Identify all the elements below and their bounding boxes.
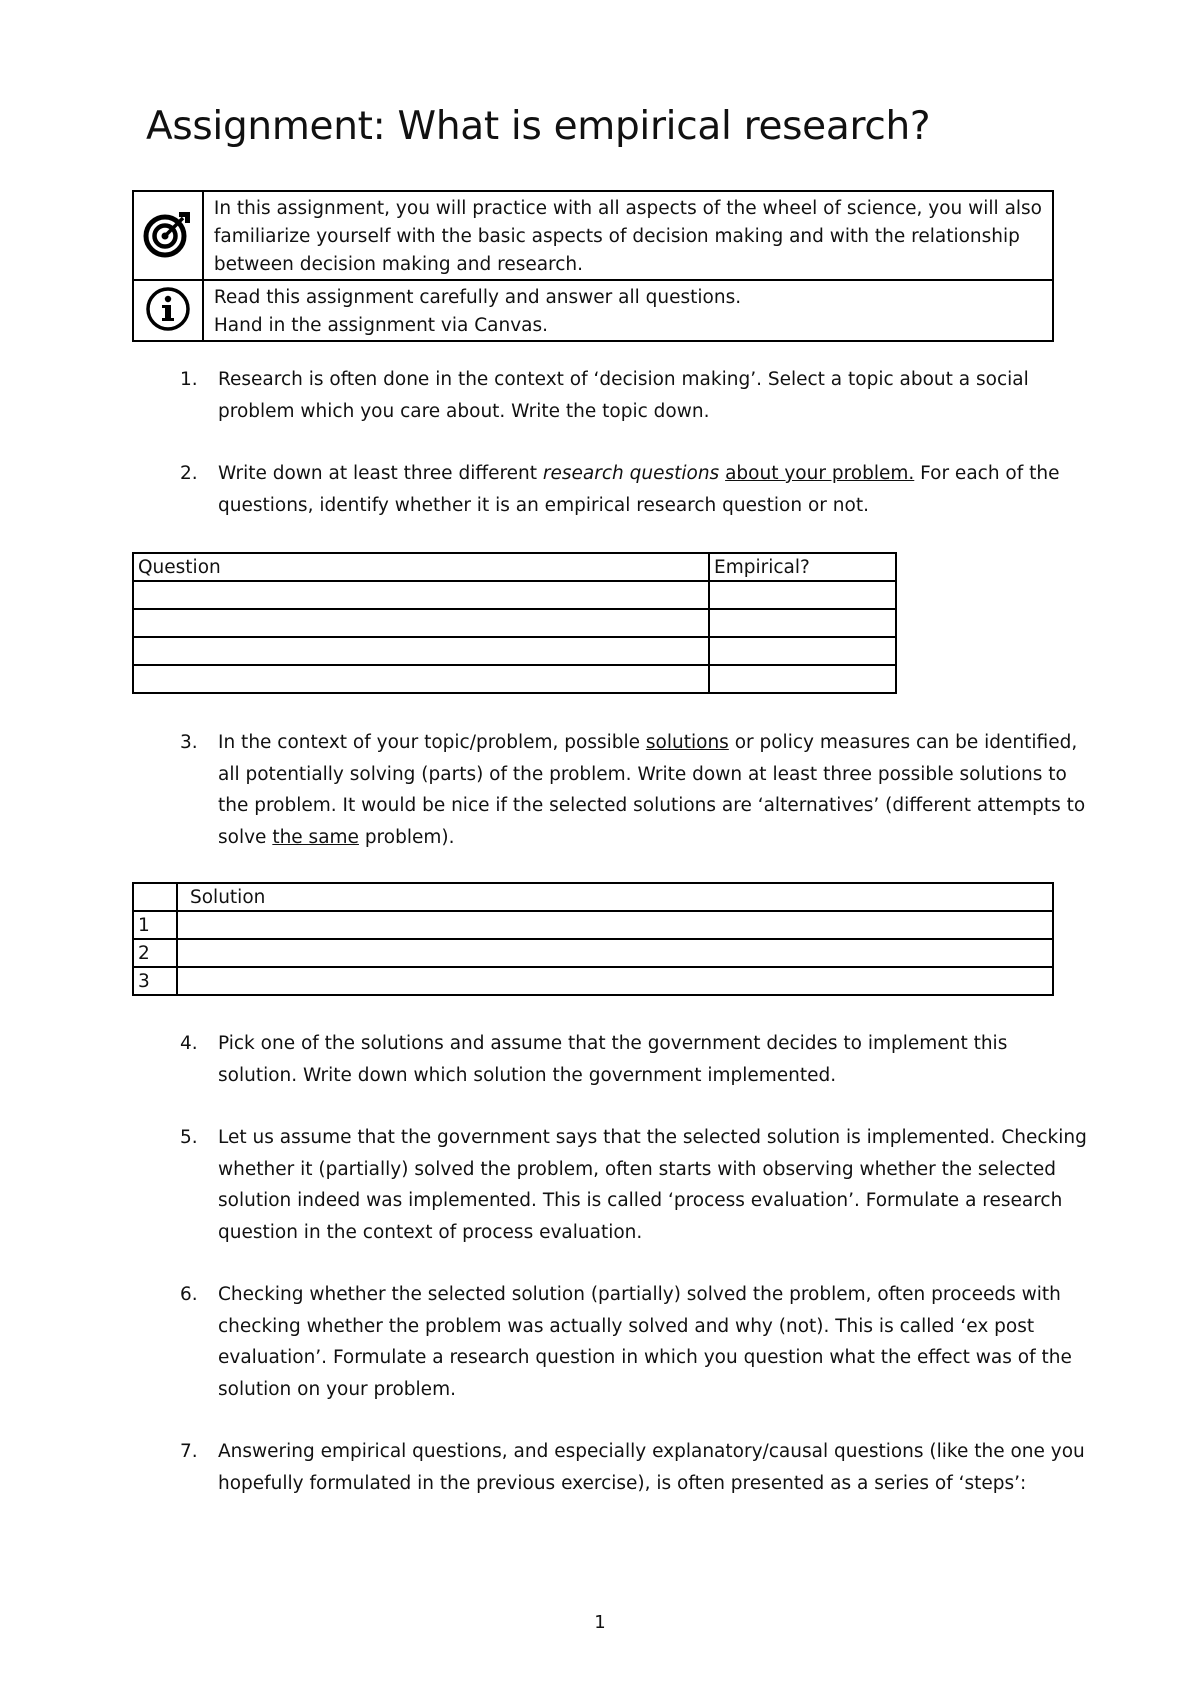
row-number-header: [133, 883, 177, 911]
answer-cell[interactable]: [133, 665, 709, 693]
row-number: 2: [133, 939, 177, 967]
solution-cell[interactable]: [177, 967, 1053, 995]
question-text: Write down at least three different: [218, 463, 543, 484]
question-text: or policy measures can be identified,: [728, 732, 1078, 753]
question-4: [180, 1028, 1080, 1091]
column-header: Empirical?: [709, 553, 896, 581]
table-row: [133, 665, 896, 693]
question-3: [180, 727, 1086, 853]
row-number: 3: [133, 967, 177, 995]
page-number: 1: [594, 1612, 606, 1633]
table-row: [133, 609, 896, 637]
solution-cell[interactable]: [177, 911, 1053, 939]
emphasis-text: research questions: [542, 463, 720, 484]
question-line: Checking whether the selected solution (partially) solved the problem, often proceeds with: [218, 1284, 1061, 1305]
page-title: Assignment: What is empirical research?: [146, 104, 931, 149]
question-number: 2.: [180, 463, 198, 484]
question-line: solution. Write down which solution the government implemented.: [218, 1064, 837, 1086]
answer-cell[interactable]: [709, 665, 896, 693]
goal-line: familiarize yourself with the basic aspects of decision making and with the relationship: [213, 226, 1020, 247]
question-number: 6.: [180, 1284, 198, 1305]
question-7: [180, 1436, 1085, 1499]
table-row: [133, 911, 1053, 939]
question-text: In the context of your topic/problem, possible: [218, 732, 646, 753]
question-line: [218, 458, 1080, 490]
answer-cell[interactable]: [709, 637, 896, 665]
question-line: Research is often done in the context of ‘decision making’. Select a topic about a social: [218, 369, 1029, 390]
question-table: [132, 552, 897, 694]
goal-line: between decision making and research.: [213, 254, 584, 275]
column-header: Question: [133, 553, 709, 581]
instruction-text: [203, 280, 1053, 341]
goal-line: In this assignment, you will practice with all aspects of the wheel of science, you will also: [213, 198, 1042, 219]
question-line: solution on your problem.: [218, 1378, 456, 1400]
question-number: 3.: [180, 732, 198, 753]
question-6: [180, 1279, 1080, 1405]
question-5: [180, 1122, 1087, 1248]
column-header: Solution: [177, 883, 1053, 911]
question-line: all potentially solving (parts) of the problem. Write down at least three possible solutions to: [218, 763, 1067, 785]
answer-cell[interactable]: [709, 581, 896, 609]
instruction-line: Read this assignment carefully and answer all questions.: [213, 287, 742, 308]
table-row: [133, 967, 1053, 995]
solution-table: [132, 882, 1054, 996]
question-line: whether it (partially) solved the problem, often starts with observing whether the selected: [218, 1158, 1056, 1180]
info-icon-cell: [133, 280, 203, 341]
answer-cell[interactable]: [133, 609, 709, 637]
underlined-text: solutions: [645, 732, 729, 753]
solution-cell[interactable]: [177, 939, 1053, 967]
question-line: Answering empirical questions, and especially explanatory/causal questions (like the one you: [218, 1441, 1085, 1462]
table-row: [133, 581, 896, 609]
question-line: [218, 727, 1080, 759]
question-line: [218, 822, 1080, 854]
table-row: [133, 939, 1053, 967]
row-number: 1: [133, 911, 177, 939]
question-text: For each of the: [914, 463, 1060, 484]
question-number: 7.: [180, 1441, 198, 1462]
answer-cell[interactable]: [133, 637, 709, 665]
question-line: Let us assume that the government says that the selected solution is implemented. Checking: [218, 1127, 1087, 1148]
goal-text: [203, 191, 1053, 280]
question-text: solve: [218, 826, 273, 848]
target-icon: [143, 209, 193, 259]
question-1: [180, 364, 1080, 427]
question-line: evaluation’. Formulate a research question in which you question what the effect was of the: [218, 1347, 1072, 1368]
question-line: solution indeed was implemented. This is called ‘process evaluation’. Formulate a research: [218, 1190, 1063, 1211]
question-line: questions, identify whether it is an empirical research question or not.: [218, 494, 869, 516]
question-line: checking whether the problem was actually solved and why (not). This is called ‘ex post: [218, 1315, 1035, 1337]
question-2: [180, 458, 1080, 521]
underlined-text: about your problem.: [725, 463, 915, 484]
goal-icon-cell: [133, 191, 203, 280]
question-line: question in the context of process evaluation.: [218, 1221, 643, 1243]
question-line: problem which you care about. Write the topic down.: [218, 400, 710, 422]
answer-cell[interactable]: [133, 581, 709, 609]
question-number: 4.: [180, 1033, 198, 1054]
assignment-info-box: [132, 190, 1054, 342]
question-line: the problem. It would be nice if the selected solutions are ‘alternatives’ (different attempts to: [218, 795, 1086, 816]
question-line: Pick one of the solutions and assume that the government decides to implement this: [218, 1033, 1008, 1054]
question-number: 5.: [180, 1127, 198, 1148]
instruction-line: Hand in the assignment via Canvas.: [213, 315, 549, 336]
table-row: [133, 637, 896, 665]
underlined-text: the same: [272, 826, 359, 848]
question-text: problem).: [358, 826, 455, 848]
info-icon: [145, 286, 191, 332]
question-number: 1.: [180, 369, 198, 390]
answer-cell[interactable]: [709, 609, 896, 637]
question-line: hopefully formulated in the previous exercise), is often presented as a series of ‘steps’:: [218, 1472, 1027, 1494]
